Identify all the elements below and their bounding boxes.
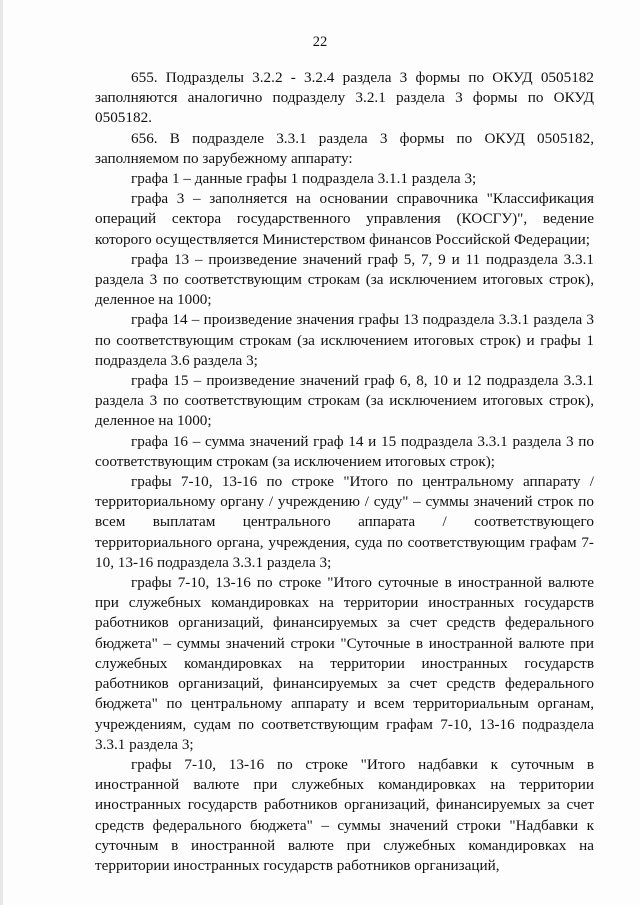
- paragraph-column-1: графа 1 – данные графы 1 подраздела 3.1.1 раздела 3;: [131, 170, 477, 188]
- document-body: [95, 68, 594, 876]
- paragraph-column-15: графа 15 – произведение значений граф 6, 8, 10 и 12 подраздела 3.3.1 раздела 3 по соответствующим строкам (за исключением итоговых строк), деленное на 1000;: [95, 372, 594, 430]
- paragraph-total-allowances: графы 7-10, 13-16 по строке "Итого надбавки к суточным в иностранной валюте при служебных командировках на территории иностранных государств работников организаций, финансируемых за счет средств федерального бюджета" – суммы значений строки "Надбавки к суточным в иностранной валюте при служебных командировках на территории иностранных государств работников организаций,: [95, 755, 594, 874]
- paragraph-column-13: графа 13 – произведение значений граф 5, 7, 9 и 11 подраздела 3.3.1 раздела 3 по соответствующим строкам (за исключением итоговых строк), деленное на 1000;: [95, 250, 594, 309]
- scan-edge: [0, 0, 3, 905]
- page-number: 22: [312, 34, 328, 50]
- paragraph-column-16: графа 16 – сумма значений граф 14 и 15 подраздела 3.3.1 раздела 3 по соответствующим строкам (за исключением итоговых строк);: [95, 432, 594, 470]
- paragraph-655: 655. Подразделы 3.2.2 - 3.2.4 раздела 3 формы по ОКУД 0505182 заполняются аналогично подразделу 3.2.1 раздела 3 формы по ОКУД 0505182.: [95, 69, 594, 127]
- paragraph-total-central: графы 7-10, 13-16 по строке "Итого по центральному аппарату / территориальному органу / учреждению / суду" – суммы значений строк по всем выплатам центрального аппарата / соответствующего территориального органа, учреждения, суда по соответствующим графам 7-10, 13-16 подраздела 3.3.1 раздела 3;: [95, 473, 594, 571]
- paragraph-656: 656. В подразделе 3.3.1 раздела 3 формы по ОКУД 0505182, заполняемом по зарубежному аппарату:: [95, 129, 594, 167]
- paragraph-column-3: графа 3 – заполняется на основании справочника "Классификация операций сектора государственного управления (КОСГУ)", ведение которого осуществляется Министерством финансов Российской Федерации;: [95, 190, 594, 248]
- paragraph-total-per-diem: графы 7-10, 13-16 по строке "Итого суточные в иностранной валюте при служебных командировках на территории иностранных государств работников организаций, финансируемых за счет средств федерального бюджета" – суммы значений строки "Суточные в иностранной валюте при служебных командировках на территории иностранных государств работников организаций, финансируемых за счет средств федерального бюджета" по центральному аппарату и всем территориальным органам, учреждениям, судам по соответствующим графам 7-10, 13-16 подраздела 3.3.1 раздела 3;: [95, 574, 594, 753]
- paragraph-column-14: графа 14 – произведение значения графы 13 подраздела 3.3.1 раздела 3 по соответствующим строкам (за исключением итоговых строк) и графы 1 подраздела 3.6 раздела 3;: [95, 311, 594, 369]
